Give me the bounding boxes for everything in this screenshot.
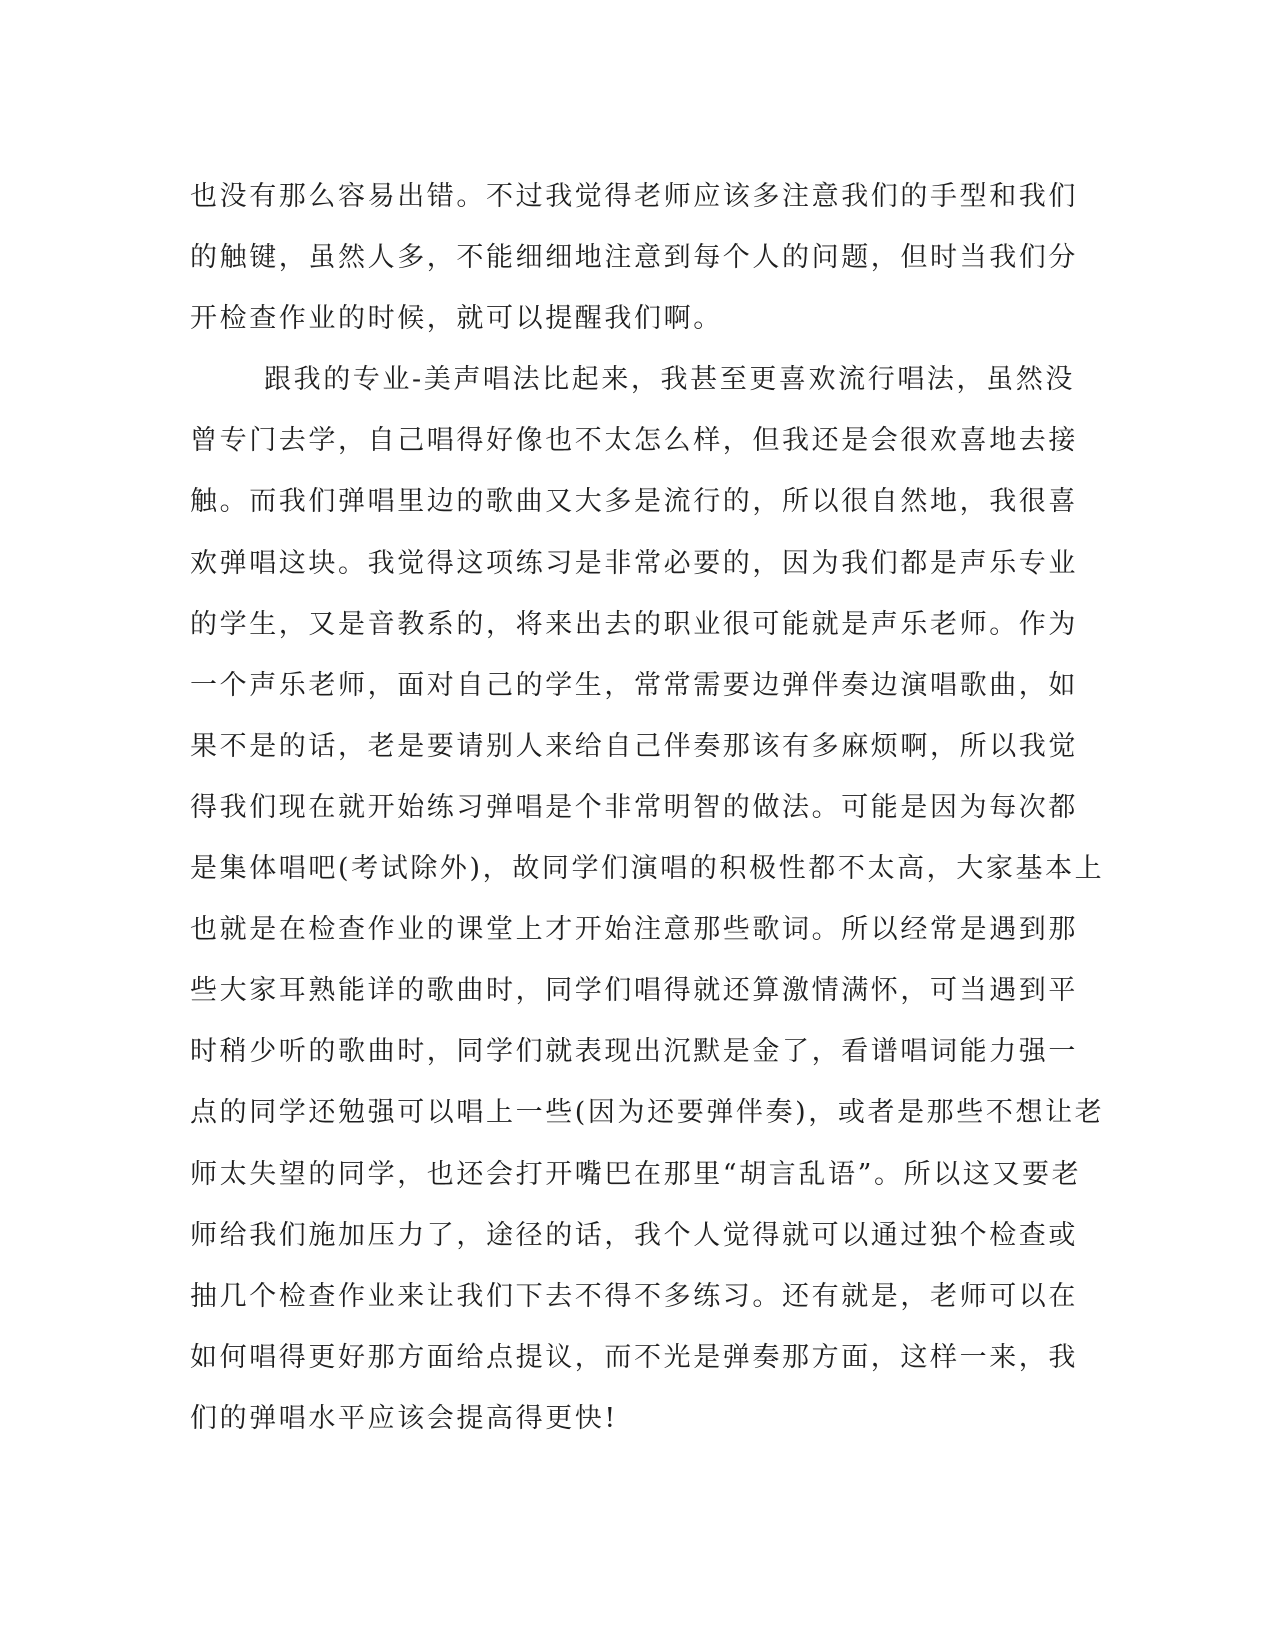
text-line: 果不是的话，老是要请别人来给自己伴奏那该有多麻烦啊，所以我觉 <box>190 730 1078 762</box>
text-line: 点的同学还勉强可以唱上一些(因为还要弹伴奏)，或者是那些不想让老 <box>190 1097 1105 1129</box>
document-body <box>190 166 1105 1449</box>
text-line: 的触键，虽然人多，不能细细地注意到每个人的问题，但时当我们分 <box>190 242 1078 274</box>
text-line: 师太失望的同学，也还会打开嘴巴在那里“胡言乱语”。所以这又要老 <box>190 1158 1082 1190</box>
text-line: 的学生，又是音教系的，将来出去的职业很可能就是声乐老师。作为 <box>190 608 1078 640</box>
text-line: 开检查作业的时候，就可以提醒我们啊。 <box>190 303 723 335</box>
text-line: 些大家耳熟能详的歌曲时，同学们唱得就还算激情满怀，可当遇到平 <box>190 975 1078 1007</box>
text-line: 们的弹唱水平应该会提高得更快! <box>190 1402 618 1434</box>
text-line: 是集体唱吧(考试除外)，故同学们演唱的积极性都不太高，大家基本上 <box>190 853 1105 885</box>
text-line: 曾专门去学，自己唱得好像也不太怎么样，但我还是会很欢喜地去接 <box>190 425 1078 457</box>
paragraph-first-line: 跟我的专业-美声唱法比起来，我甚至更喜欢流行唱法，虽然没 <box>264 364 1075 396</box>
text-line: 欢弹唱这块。我觉得这项练习是非常必要的，因为我们都是声乐专业 <box>190 547 1078 579</box>
text-line: 如何唱得更好那方面给点提议，而不光是弹奏那方面，这样一来，我 <box>190 1341 1078 1373</box>
text-line: 师给我们施加压力了，途径的话，我个人觉得就可以通过独个检查或 <box>190 1219 1078 1251</box>
text-line: 一个声乐老师，面对自己的学生，常常需要边弹伴奏边演唱歌曲，如 <box>190 669 1078 701</box>
text-line: 抽几个检查作业来让我们下去不得不多练习。还有就是，老师可以在 <box>190 1280 1078 1312</box>
text-line: 也没有那么容易出错。不过我觉得老师应该多注意我们的手型和我们 <box>190 181 1078 212</box>
text-line: 得我们现在就开始练习弹唱是个非常明智的做法。可能是因为每次都 <box>190 791 1078 823</box>
text-line: 也就是在检查作业的课堂上才开始注意那些歌词。所以经常是遇到那 <box>190 914 1078 946</box>
text-line: 触。而我们弹唱里边的歌曲又大多是流行的，所以很自然地，我很喜 <box>190 486 1078 518</box>
text-line: 时稍少听的歌曲时，同学们就表现出沉默是金了，看谱唱词能力强一 <box>190 1036 1078 1068</box>
